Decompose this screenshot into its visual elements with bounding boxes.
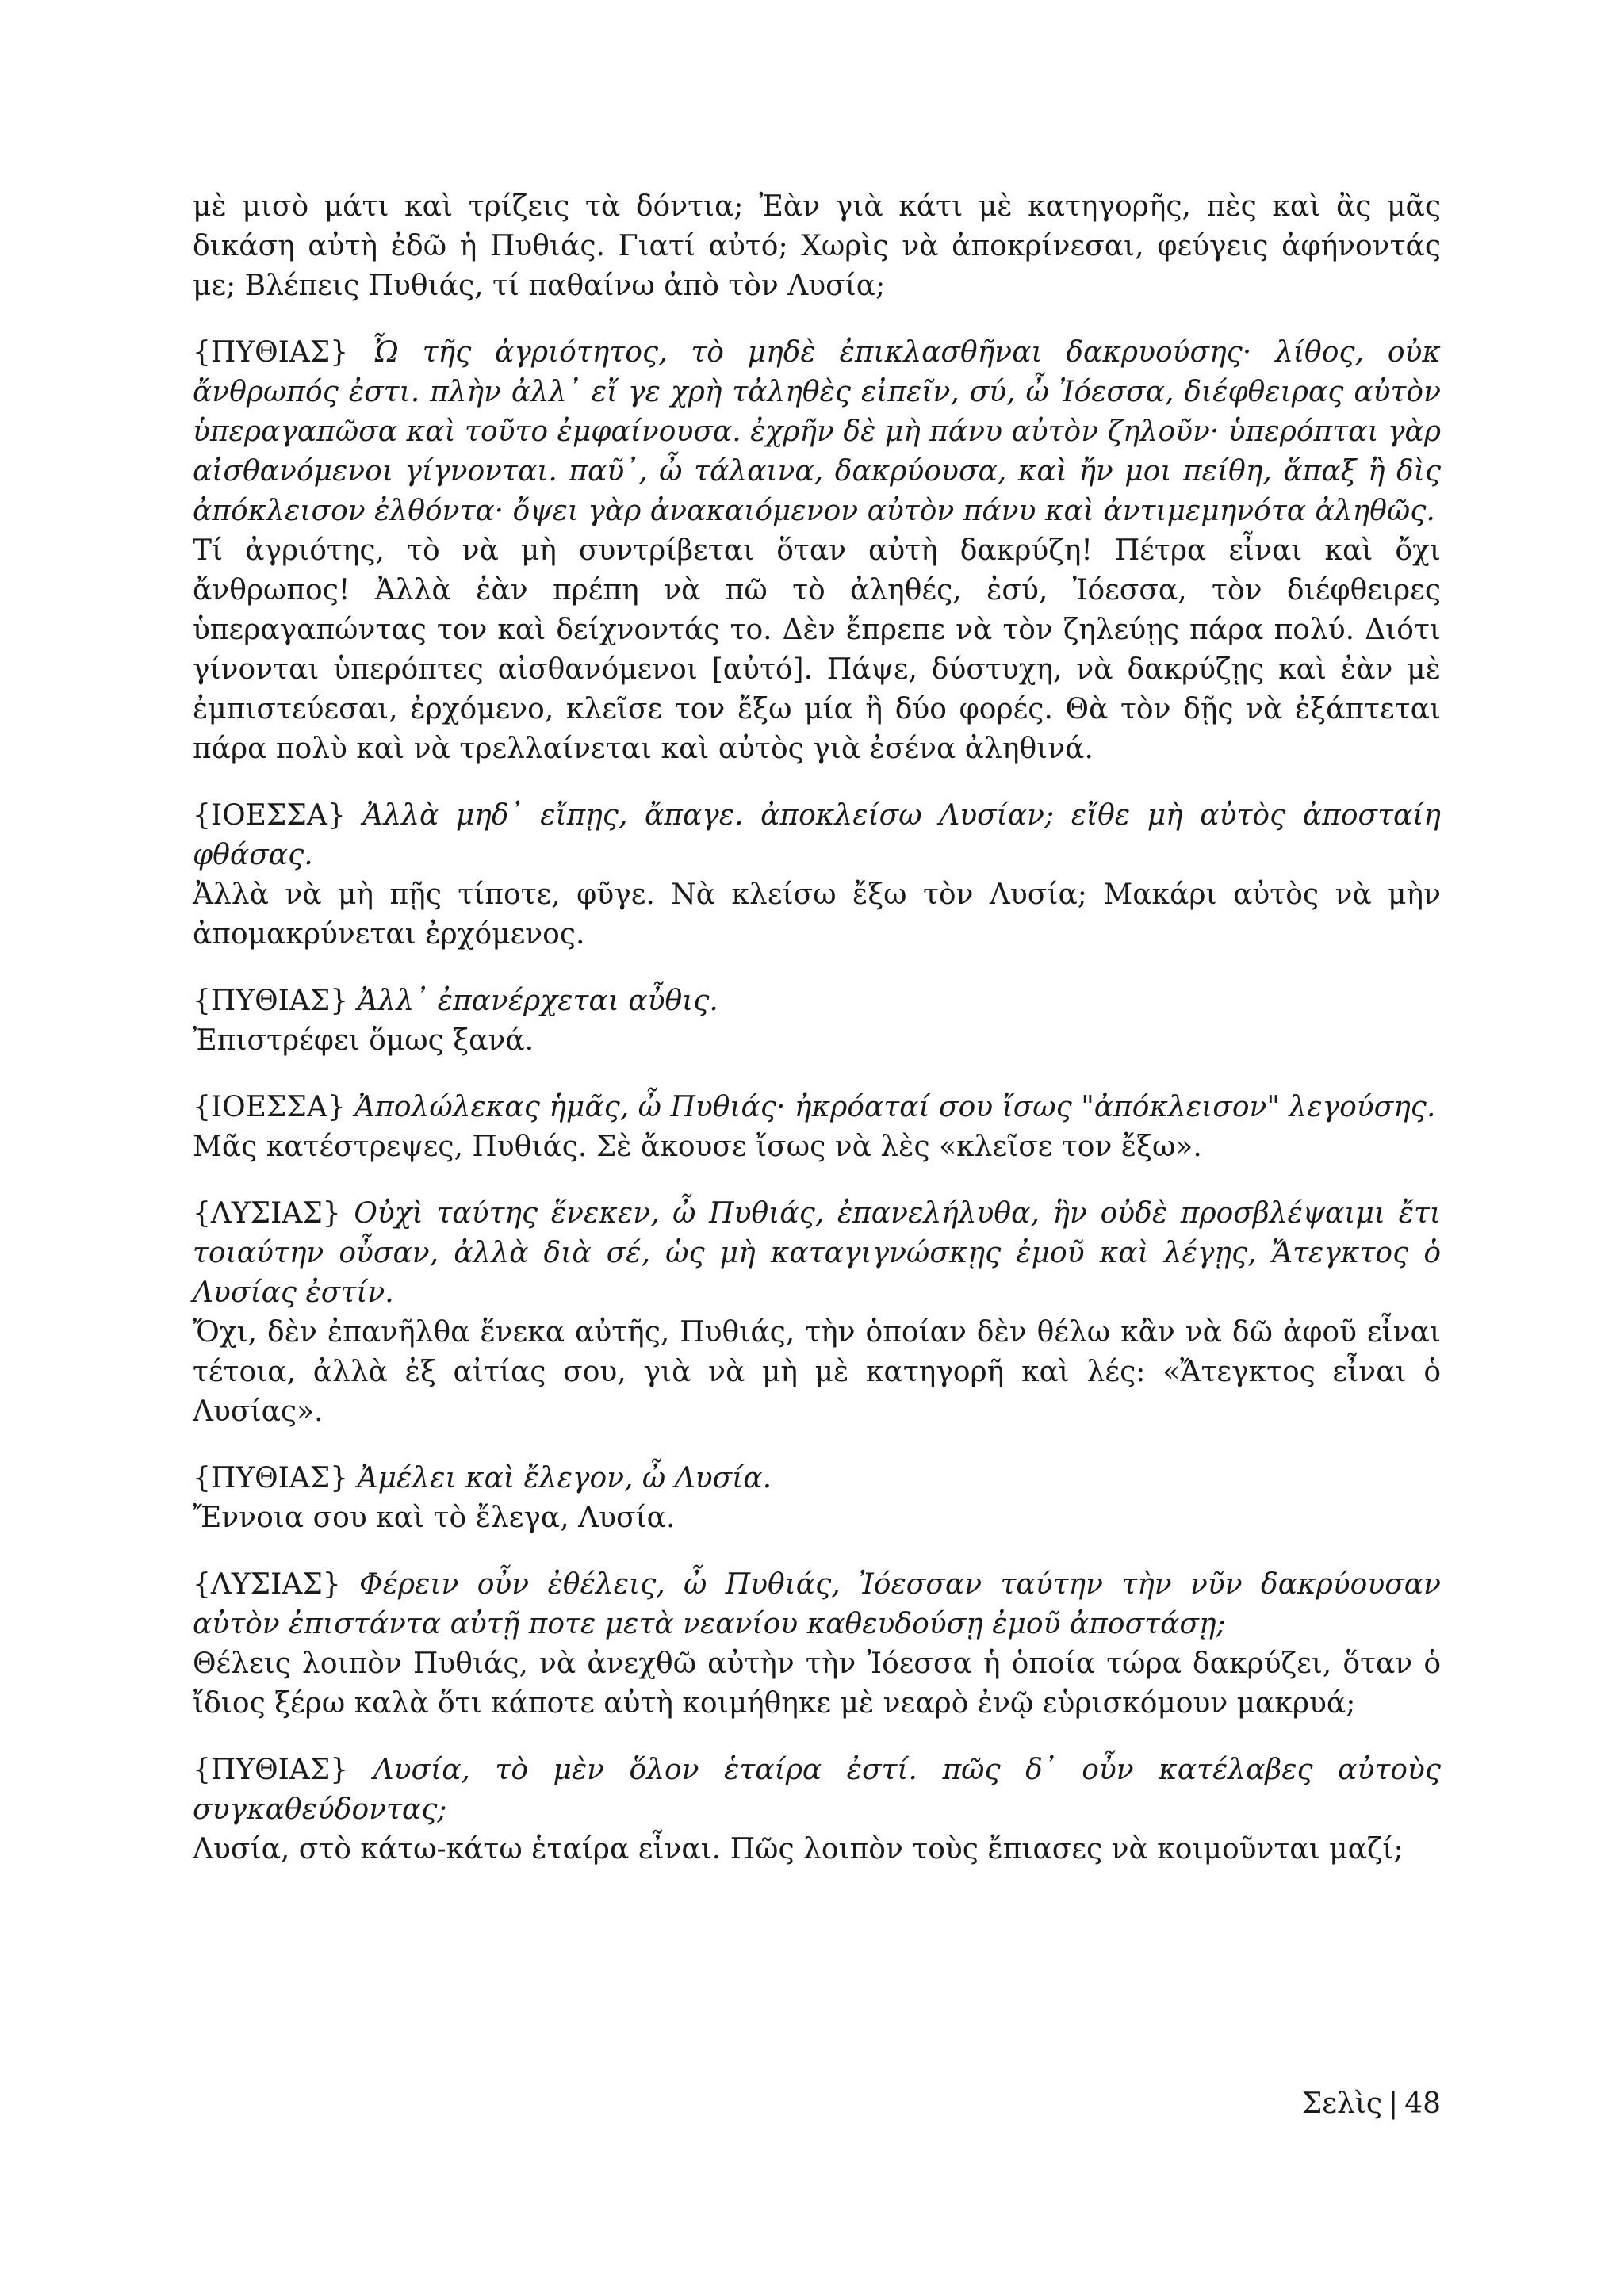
ancient-line: Λυσία, τὸ μὲν ὅλον ἑταίρα ἐστί. πῶς δ᾽ οὖν κατέλαβες αὐτοὺς συγκαθεύδοντας; [193,1754,1441,1826]
translation-text: Θέλεις λοιπὸν Πυθιάς, νὰ ἀνεχθῶ αὐτὴν τὴν Ἰόεσσα ἡ ὁποία τώρα δακρύζει, ὅταν ὁ ἴδιος ξέρω καλὰ ὅτι κάποτε αὐτὴ κοιμήθηκε μὲ νεαρὸ ἐνῷ εὑρισκόμουν μακρυά; [193,1647,1441,1720]
speaker-label: {ΛΥΣΙΑΣ} [193,1197,341,1230]
dialogue-block [193,1751,1441,1869]
speaker-label: {ΙΟΕΣΣΑ} [193,799,346,832]
dialogue-block [193,796,1441,955]
translation-text: Τί ἀγριότης, τὸ νὰ μὴ συντρίβεται ὅταν αὐτὴ δακρύζη! Πέτρα εἶναι καὶ ὄχι ἄνθρωπος! Ἀλλὰ ἐὰν πρέπη νὰ πῶ τὸ ἀληθές, ἐσύ, Ἰόεσσα, τὸν διέφθειρες ὑπεραγαπώντας τον καὶ δείχνοντάς το. Δὲν ἔπρεπε νὰ τὸν ζηλεύῃς πάρα πολύ. Διότι γίνονται ὑπερόπτες αἰσθανόμενοι [αὐτό]. Πάψε, δύστυχη, νὰ δακρύζῃς καὶ ἐὰν μὲ ἐμπιστεύεσαι, ἐρχόμενο, κλεῖσε τον ἔξω μία ἢ δύο φορές. Θὰ τὸν δῇς νὰ ἐξάπτεται πάρα πολὺ καὶ νὰ τρελλαίνεται καὶ αὐτὸς γιὰ ἐσένα ἀληθινά. [193,534,1441,765]
intro-paragraph: μὲ μισὸ μάτι καὶ τρίζεις τὰ δόντια; Ἐὰν γιὰ κάτι μὲ κατηγορῆς, πὲς καὶ ἂς μᾶς δικάση αὐτὴ ἐδῶ ἡ Πυθιάς. Γιατί αὐτό; Χωρὶς νὰ ἀποκρίνεσαι, φεύγεις ἀφήνοντάς με; Βλέπεις Πυθιάς, τί παθαίνω ἀπὸ τὸν Λυσία; [193,190,1441,302]
translation-text: Λυσία, στὸ κάτω-κάτω ἑταίρα εἶναι. Πῶς λοιπὸν τοὺς ἔπιασες νὰ κοιμοῦνται μαζί; [193,1833,1404,1866]
ancient-line: Οὐχὶ ταύτης ἕνεκεν, ὦ Πυθιάς, ἐπανελήλυθα, ἣν οὐδὲ προσβλέψαιμι ἔτι τοιαύτην οὖσαν, ἀλλὰ διὰ σέ, ὡς μὴ καταγιγνώσκῃς ἐμοῦ καὶ λέγῃς, Ἄτεγκτος ὁ Λυσίας ἐστίν. [193,1197,1441,1309]
translation-text: Ἔννοια σου καὶ τὸ ἔλεγα, Λυσία. [193,1502,676,1534]
dialogue-block [193,333,1441,769]
footer-separator: | [1388,2087,1399,2120]
ancient-text [193,1088,1441,1127]
translation-text: Μᾶς κατέστρεψες, Πυθιάς. Σὲ ἄκουσε ἴσως νὰ λὲς «κλεῖσε τον ἔξω». [193,1131,1202,1163]
ancient-text [193,982,1441,1021]
translation-text: Ὄχι, δὲν ἐπανῆλθα ἕνεκα αὐτῆς, Πυθιάς, τὴν ὁποίαν δὲν θέλω κἂν νὰ δῶ ἀφοῦ εἶναι τέτοια, ἀλλὰ ἐξ αἰτίας σου, γιὰ νὰ μὴ μὲ κατηγορῆ καὶ λές: «Ἄτεγκτος εἶναι ὁ Λυσίας». [193,1316,1441,1428]
ancient-text [193,1194,1441,1313]
speaker-label: {ΠΥΘΙΑΣ} [193,985,349,1017]
ancient-text [193,1751,1441,1830]
speaker-label: {ΠΥΘΙΑΣ} [193,336,349,369]
dialogue-block [193,1194,1441,1432]
ancient-text [193,333,1441,531]
page-number: 48 [1404,2087,1441,2120]
page-footer [1302,2084,1441,2124]
speaker-label: {ΠΥΘΙΑΣ} [193,1462,349,1494]
ancient-text [193,796,1441,875]
ancient-line: Ἀπολώλεκας ἡμᾶς, ὦ Πυθιάς· ἠκρόαταί σου ἴσως "ἀπόκλεισον" λεγούσης. [354,1091,1436,1123]
speaker-label: {ΙΟΕΣΣΑ} [193,1091,346,1123]
ancient-text [193,1459,1441,1498]
ancient-line: Ἀλλ᾽ ἐπανέρχεται αὖθις. [357,985,718,1017]
speaker-label: {ΠΥΘΙΑΣ} [193,1754,349,1786]
translation-text: Ἀλλὰ νὰ μὴ πῇς τίποτε, φῦγε. Νὰ κλείσω ἔξω τὸν Λυσία; Μακάρι αὐτὸς νὰ μὴν ἀπομακρύνεται ἐρχόμενος. [193,878,1441,951]
page-body [193,187,1441,1869]
translation-text: Ἐπιστρέφει ὅμως ξανά. [193,1024,534,1057]
dialogue-block [193,1459,1441,1538]
dialogue-block [193,982,1441,1061]
page-label: Σελὶς [1301,2087,1383,2120]
ancient-line: Ἀμέλει καὶ ἔλεγον, ὦ Λυσία. [357,1462,772,1494]
dialogue-block [193,1088,1441,1167]
ancient-line: Φέρειν οὖν ἐθέλεις, ὦ Πυθιάς, Ἰόεσσαν ταύτην τὴν νῦν δακρύουσαν αὐτὸν ἐπιστάντα αὐτῇ ποτε μετὰ νεανίου καθευδούσῃ ἐμοῦ ἀποστάσῃ; [193,1568,1441,1640]
ancient-line: Ἀλλὰ μηδ᾽ εἴπῃς, ἄπαγε. ἀποκλείσω Λυσίαν; εἴθε μὴ αὐτὸς ἀποσταίη φθάσας. [193,799,1441,871]
speaker-label: {ΛΥΣΙΑΣ} [193,1568,341,1601]
dialogue-block [193,1565,1441,1724]
ancient-line: Ὦ τῆς ἀγριότητος, τὸ μηδὲ ἐπικλασθῆναι δακρυούσης· λίθος, οὐκ ἄνθρωπός ἐστι. πλὴν ἀλλ᾽ εἴ γε χρὴ τἀληθὲς εἰπεῖν, σύ, ὦ Ἰόεσσα, διέφθειρας αὐτὸν ὑπεραγαπῶσα καὶ τοῦτο ἐμφαίνουσα. ἐχρῆν δὲ μὴ πάνυ αὐτὸν ζηλοῦν· ὑπερόπται γὰρ αἰσθανόμενοι γίγνονται. παῦ᾽, ὦ τάλαινα, δακρύουσα, καὶ ἤν μοι πείθη, ἅπαξ ἢ δὶς ἀπόκλεισον ἐλθόντα· ὄψει γὰρ ἀνακαιόμενον αὐτὸν πάνυ καὶ ἀντιμεμηνότα ἀληθῶς. [193,336,1441,527]
ancient-text [193,1565,1441,1644]
